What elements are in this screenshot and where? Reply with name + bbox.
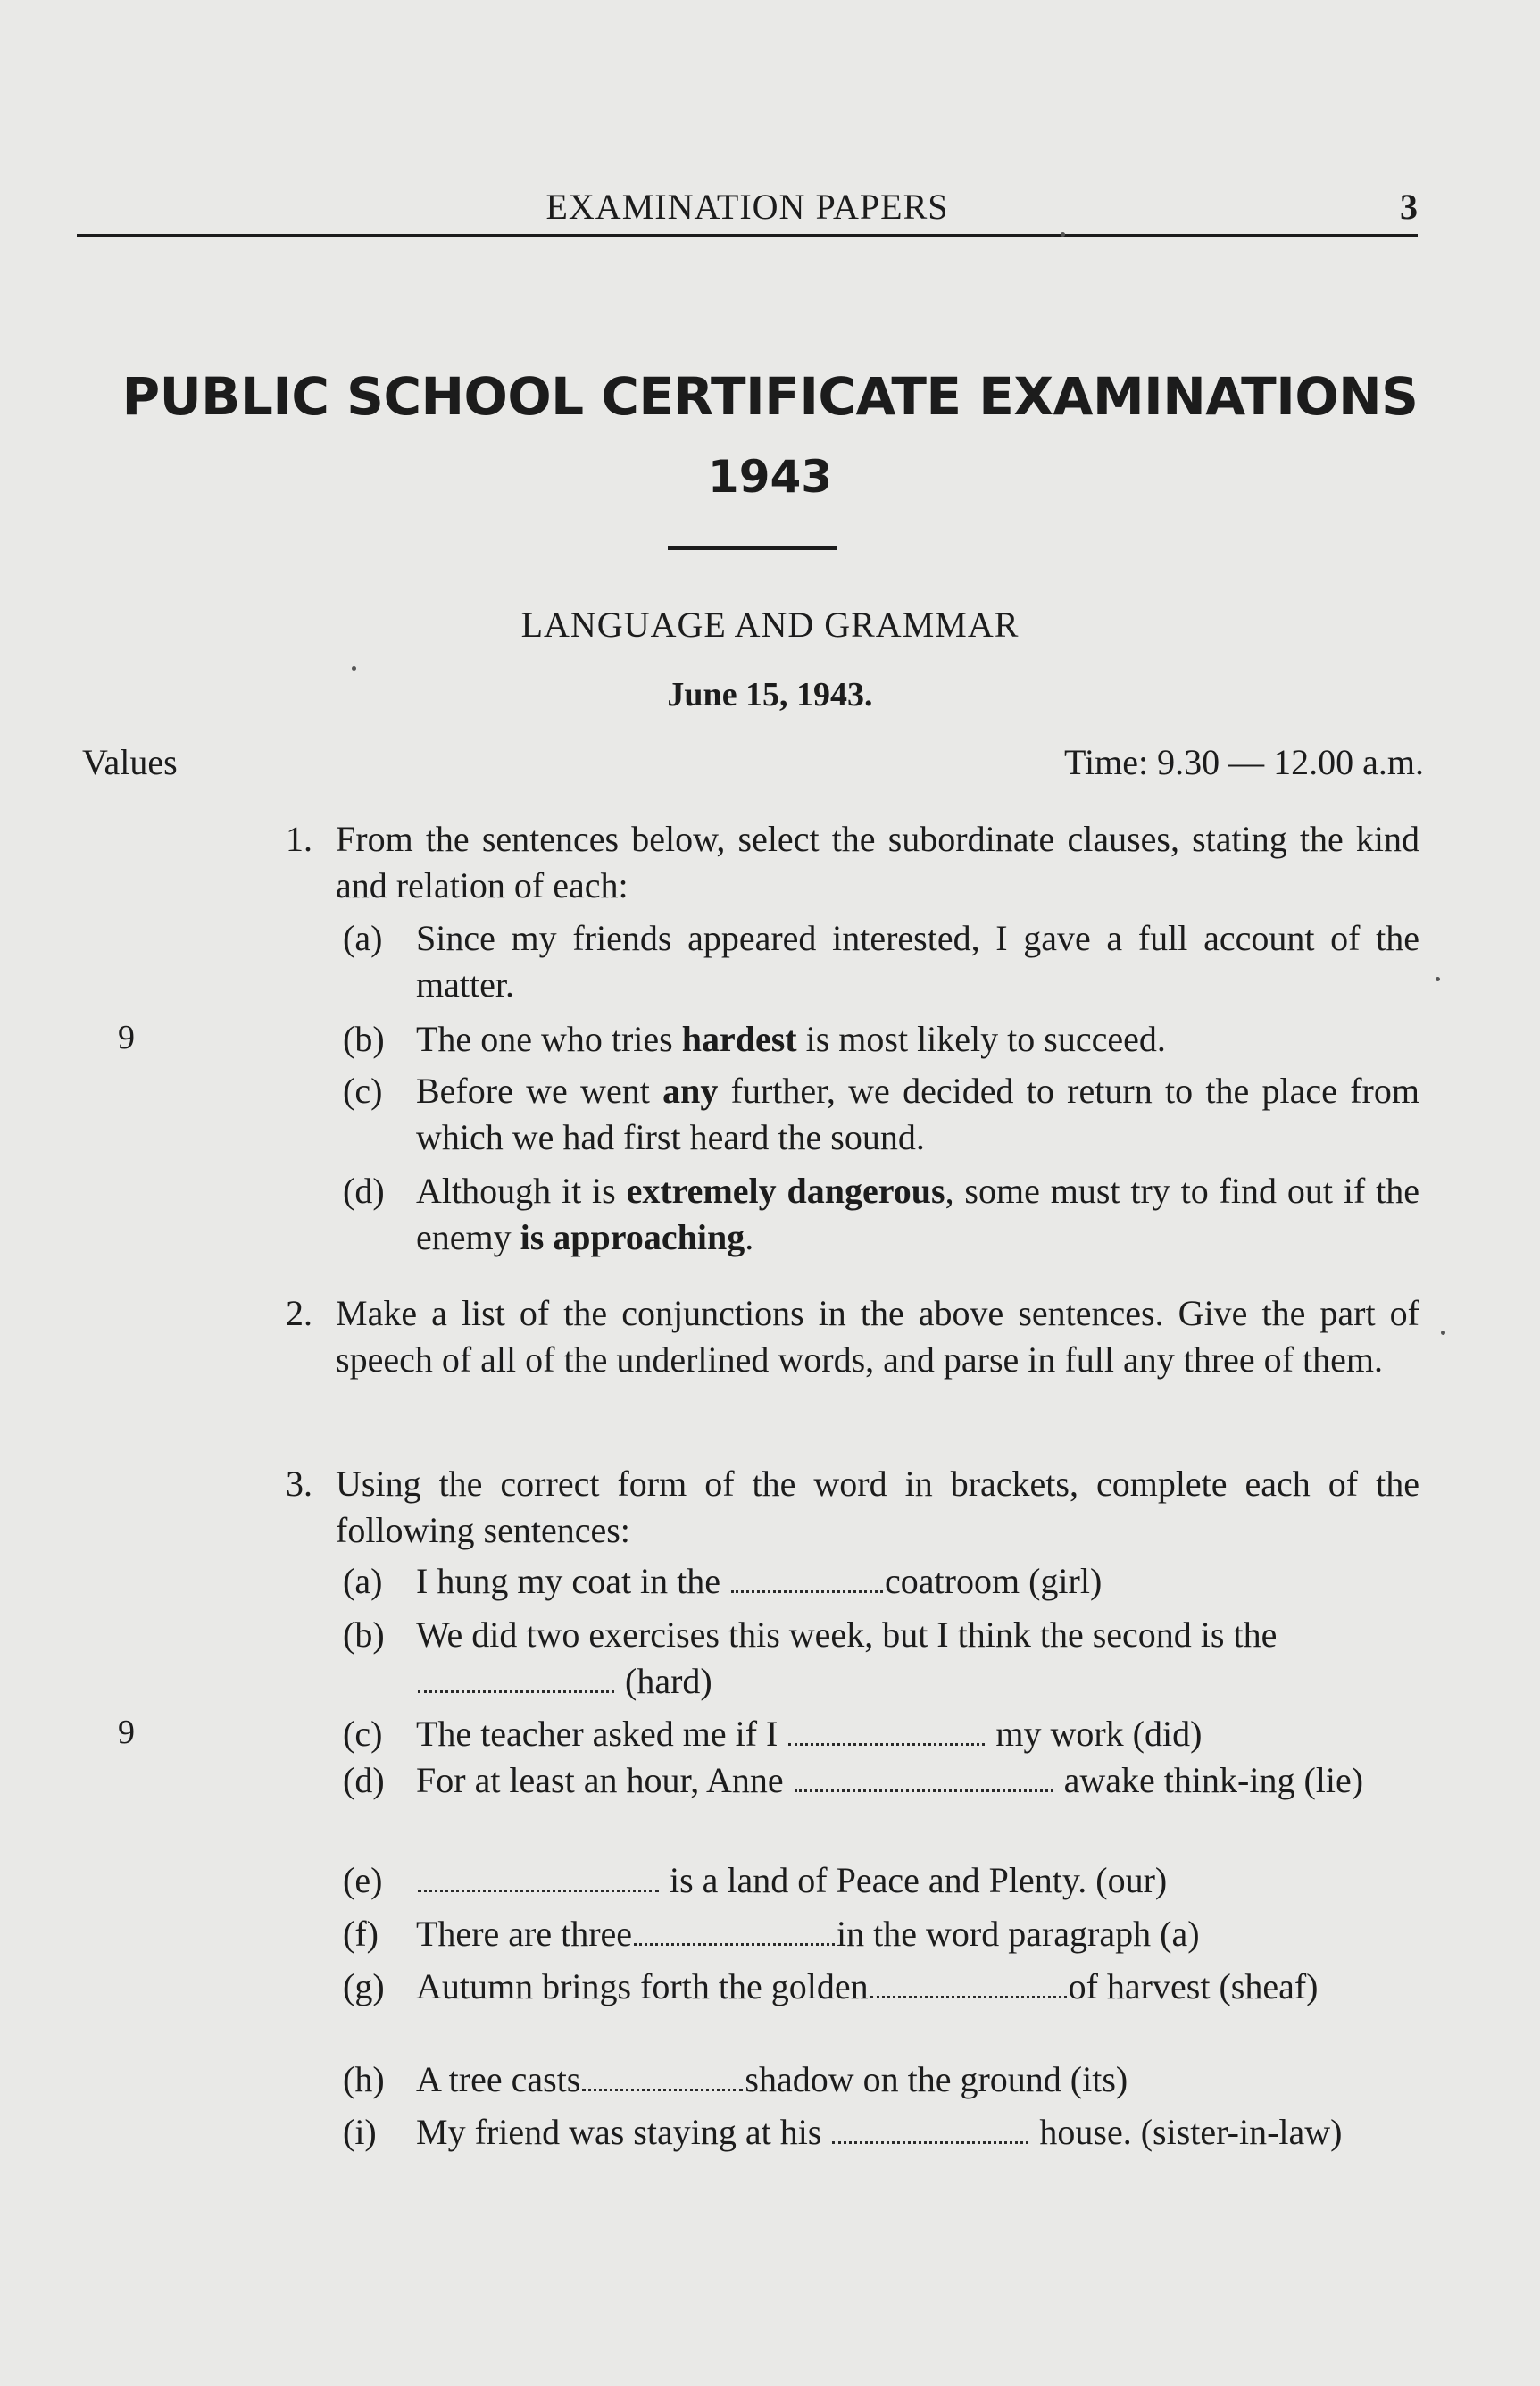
fill-in-blank — [418, 1863, 659, 1892]
item-label: (e) — [343, 1860, 383, 1900]
print-speck — [1441, 1331, 1445, 1335]
item-label: (d) — [343, 1760, 385, 1800]
item-text: Although it is extremely dangerous, some must try to find out if the enemy is approaching. — [416, 1171, 1420, 1257]
fill-in-blank — [418, 1664, 614, 1693]
values-label: Values — [82, 742, 178, 782]
bold-word: extremely dangerous — [626, 1171, 945, 1211]
question-3d — [343, 1757, 1419, 1850]
subject-heading: LANGUAGE AND GRAMMAR — [520, 605, 1020, 645]
question-number: 1. — [286, 819, 312, 859]
mark-value-q3: 9 — [118, 1714, 135, 1751]
item-label: (g) — [343, 1966, 385, 2006]
item-text: There are three in the word paragraph (a) — [416, 1914, 1200, 1954]
fill-in-blank — [870, 1969, 1067, 1998]
question-1 — [286, 816, 1419, 909]
item-text: Since my friends appeared interested, I gave a full account of the matter. — [416, 918, 1419, 1005]
item-label: (h) — [343, 2059, 385, 2099]
question-2 — [286, 1290, 1419, 1430]
exam-year: 1943 — [707, 451, 833, 503]
question-number: 2. — [286, 1293, 312, 1333]
bold-word: any — [662, 1071, 719, 1111]
question-3b — [343, 1612, 1419, 1705]
item-text: My friend was staying at his house. (sister-in-law) — [416, 2112, 1343, 2152]
title-rule — [668, 546, 837, 550]
fill-in-blank — [795, 1763, 1053, 1792]
question-number: 3. — [286, 1464, 312, 1504]
fill-in-blank — [634, 1916, 835, 1946]
bold-word: is approaching — [520, 1217, 745, 1257]
item-label: (i) — [343, 2112, 377, 2152]
print-speck — [352, 666, 356, 671]
fill-in-blank — [731, 1564, 883, 1593]
fill-in-blank — [832, 2115, 1028, 2144]
question-1c — [343, 1068, 1419, 1161]
item-label: (b) — [343, 1614, 385, 1655]
question-text: Make a list of the conjunctions in the above sentences. Give the part of speech of all of the underlined words, and parse in full any three of them. — [336, 1293, 1419, 1380]
item-text: Autumn brings forth the golden of harvest (sheaf) — [416, 1966, 1319, 2006]
time-label: Time: 9.30 — 12.00 a.m. — [1064, 742, 1424, 782]
mark-value-q1: 9 — [118, 1019, 135, 1056]
item-text: Before we went any further, we decided to return to the place from which we had first heard the sound. — [416, 1071, 1419, 1157]
item-text: The one who tries hardest is most likely to succeed. — [416, 1019, 1166, 1059]
question-text: From the sentences below, select the subordinate clauses, stating the kind and relation of each: — [336, 819, 1419, 905]
print-speck — [1436, 977, 1440, 981]
item-text: For at least an hour, Anne awake think-ing (lie) — [416, 1760, 1364, 1800]
fill-in-blank — [582, 2062, 743, 2091]
question-3c — [343, 1711, 1419, 1757]
item-text: is a land of Peace and Plenty. (our) — [416, 1857, 1419, 1904]
item-label: (a) — [343, 918, 383, 958]
item-label: (c) — [343, 1071, 383, 1111]
question-1b — [343, 1016, 1419, 1063]
question-3h — [343, 2056, 1419, 2103]
item-label: (d) — [343, 1171, 385, 1211]
item-text: A tree casts shadow on the ground (its) — [416, 2059, 1128, 2099]
item-text: We did two exercises this week, but I think the second is the (hard) — [416, 1614, 1278, 1701]
item-label: (b) — [343, 1019, 385, 1059]
question-3f — [343, 1911, 1419, 1957]
exam-date: June 15, 1943. — [667, 676, 873, 713]
question-text: Using the correct form of the word in brackets, complete each of the following sentences: — [336, 1464, 1419, 1550]
question-3g — [343, 1964, 1419, 2056]
question-3 — [286, 1461, 1419, 1554]
bold-word: hardest — [681, 1019, 797, 1059]
running-title: EXAMINATION PAPERS — [545, 187, 949, 227]
fill-in-blank — [788, 1716, 985, 1746]
print-speck — [1061, 232, 1065, 237]
exam-title: PUBLIC SCHOOL CERTIFICATE EXAMINATIONS — [121, 366, 1419, 427]
running-header — [77, 186, 1418, 237]
question-1a — [343, 915, 1419, 1008]
page-number: 3 — [1400, 187, 1418, 227]
question-3i — [343, 2109, 1419, 2202]
item-label: (f) — [343, 1914, 379, 1954]
item-label: (c) — [343, 1714, 383, 1754]
item-text: I hung my coat in the coatroom (girl) — [416, 1561, 1103, 1601]
item-text: The teacher asked me if I my work (did) — [416, 1714, 1203, 1754]
question-3a — [343, 1558, 1419, 1605]
question-3e — [343, 1857, 1419, 1904]
question-1d — [343, 1168, 1419, 1261]
item-label: (a) — [343, 1561, 383, 1601]
